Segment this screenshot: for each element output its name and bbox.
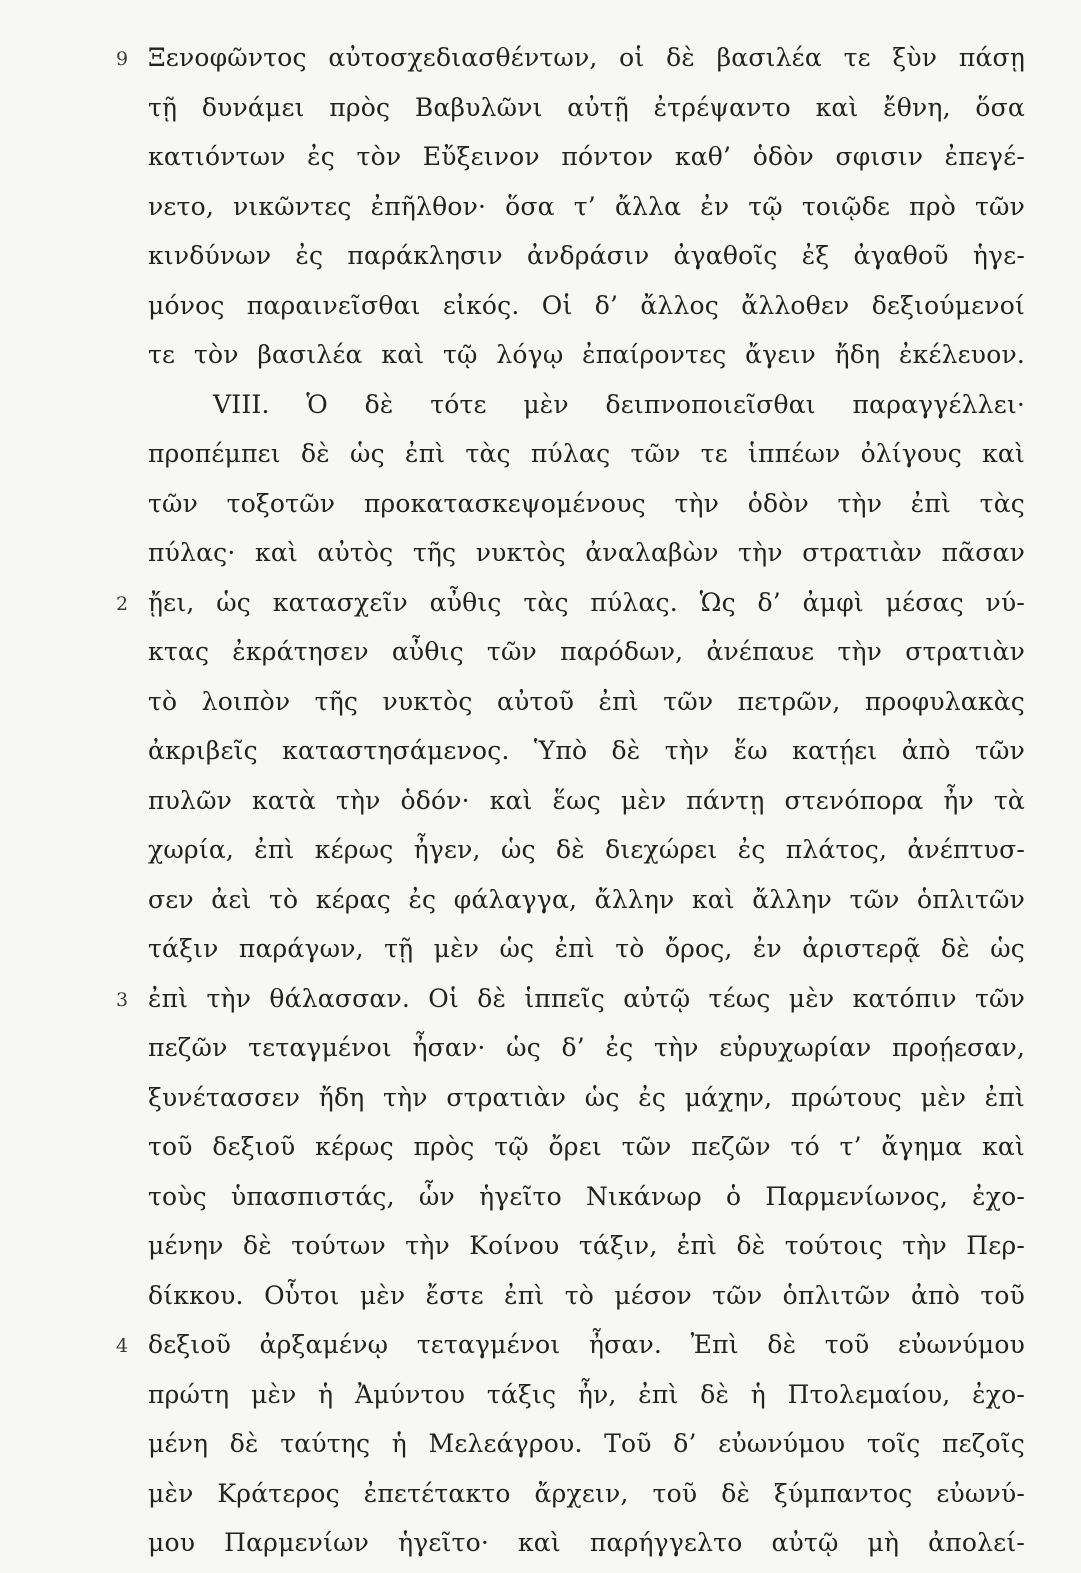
text-line — [0, 583, 1081, 633]
text-line — [0, 1177, 1081, 1227]
line-text: ξυνέτασσεν ἤδη τὴν στρατιὰν ὡς ἐς μάχην, πρώτους μὲν ἐπὶ — [148, 1082, 1025, 1112]
text-line — [0, 1424, 1081, 1474]
line-text: Ξενοφῶντος αὐτοσχεδιασθέντων, οἱ δὲ βασιλέα τε ξὺν πάσῃ — [148, 43, 1025, 72]
text-line — [0, 1226, 1081, 1276]
line-text: κατιόντων ἐς τὸν Εὔξεινον πόντον καθ’ ὁδὸν σφισιν ἐπεγέ- — [148, 142, 1025, 171]
text-line — [0, 1078, 1081, 1128]
line-text: χωρία, ἐπὶ κέρως ἦγεν, ὡς δὲ διεχώρει ἐς πλάτος, ἀνέπτυσ- — [148, 835, 1025, 864]
line-text: πρώτη μὲν ἡ Ἀμύντου τάξις ἦν, ἐπὶ δὲ ἡ Πτολεμαίου, ἐχο- — [148, 1379, 1025, 1409]
text-line — [0, 1325, 1081, 1375]
section-number: 9 — [116, 48, 129, 70]
text-line — [0, 1375, 1081, 1425]
text-line — [0, 1028, 1081, 1078]
text-line — [0, 1523, 1081, 1573]
line-text: τάξιν παράγων, τῇ μὲν ὡς ἐπὶ τὸ ὄρος, ἐν ἀριστερᾷ δὲ ὡς — [148, 934, 1025, 963]
line-text: μένη δὲ ταύτης ἡ Μελεάγρου. Τοῦ δ’ εὐωνύμου τοῖς πεζοῖς — [148, 1429, 1025, 1458]
line-text: τοὺς ὑπασπιστάς, ὧν ἡγεῖτο Νικάνωρ ὁ Παρμενίωνος, ἐχο- — [148, 1181, 1025, 1211]
text-line — [0, 434, 1081, 484]
line-text: ἐπὶ τὴν θάλασσαν. Οἱ δὲ ἱππεῖς αὐτῷ τέως μὲν κατόπιν τῶν — [148, 983, 1025, 1013]
line-text: νετο, νικῶντες ἐπῆλθον· ὅσα τ’ ἄλλα ἐν τῷ τοιῷδε πρὸ τῶν — [148, 191, 1025, 221]
greek-text-body — [0, 38, 1081, 1573]
line-text: ἀκριβεῖς καταστησάμενος. Ὑπὸ δὲ τὴν ἕω κατῄει ἀπὸ τῶν — [148, 736, 1025, 765]
text-line — [0, 187, 1081, 237]
text-line — [0, 533, 1081, 583]
text-line — [0, 880, 1081, 930]
line-text: VIII. Ὁ δὲ τότε μὲν δειπνοποιεῖσθαι παραγγέλλει· — [213, 389, 1025, 419]
line-text: κινδύνων ἐς παράκλησιν ἀνδράσιν ἀγαθοῖς ἐξ ἀγαθοῦ ἡγε- — [148, 241, 1025, 270]
section-number: 4 — [116, 1335, 129, 1357]
line-text: μόνος παραινεῖσθαι εἰκός. Οἱ δ’ ἄλλος ἄλλοθεν δεξιούμενοί — [148, 290, 1025, 320]
line-text: τὸ λοιπὸν τῆς νυκτὸς αὐτοῦ ἐπὶ τῶν πετρῶν, προφυλακὰς — [148, 686, 1025, 716]
text-line — [0, 830, 1081, 880]
line-text: τοῦ δεξιοῦ κέρως πρὸς τῷ ὄρει τῶν πεζῶν τό τ’ ἄγημα καὶ — [148, 1132, 1025, 1161]
line-text: μένην δὲ τούτων τὴν Κοίνου τάξιν, ἐπὶ δὲ τούτοις τὴν Περ- — [148, 1231, 1025, 1260]
text-line — [0, 335, 1081, 385]
text-line — [0, 781, 1081, 831]
chapter-heading-line — [0, 385, 1081, 435]
text-line — [0, 682, 1081, 732]
text-line — [0, 38, 1081, 88]
line-text: πυλῶν κατὰ τὴν ὁδόν· καὶ ἕως μὲν πάντῃ στενόπορα ἦν τὰ — [148, 785, 1025, 815]
line-text: σεν ἀεὶ τὸ κέρας ἐς φάλαγγα, ἄλλην καὶ ἄλλην τῶν ὁπλιτῶν — [148, 884, 1025, 914]
text-line — [0, 88, 1081, 138]
text-line — [0, 484, 1081, 534]
line-text: πύλας· καὶ αὐτὸς τῆς νυκτὸς ἀναλαβὼν τὴν στρατιὰν πᾶσαν — [148, 538, 1025, 567]
line-text: προπέμπει δὲ ὡς ἐπὶ τὰς πύλας τῶν τε ἱππέων ὀλίγους καὶ — [148, 439, 1025, 468]
text-line — [0, 1474, 1081, 1524]
line-text: δεξιοῦ ἀρξαμένῳ τεταγμένοι ἦσαν. Ἐπὶ δὲ τοῦ εὐωνύμου — [148, 1330, 1025, 1359]
text-line — [0, 236, 1081, 286]
text-line — [0, 1276, 1081, 1326]
line-text: ᾔει, ὡς κατασχεῖν αὖθις τὰς πύλας. Ὡς δ’ ἀμφὶ μέσας νύ- — [148, 587, 1025, 617]
text-line — [0, 731, 1081, 781]
line-text: τῇ δυνάμει πρὸς Βαβυλῶνι αὐτῇ ἐτρέψαντο καὶ ἔθνη, ὅσα — [148, 92, 1025, 122]
line-text: κτας ἐκράτησεν αὖθις τῶν παρόδων, ἀνέπαυε τὴν στρατιὰν — [148, 637, 1025, 666]
section-number: 3 — [116, 988, 129, 1011]
text-line — [0, 286, 1081, 336]
line-text: μου Παρμενίων ἡγεῖτο· καὶ παρήγγελτο αὐτῷ μὴ ἀπολεί- — [148, 1528, 1025, 1557]
line-text: τε τὸν βασιλέα καὶ τῷ λόγῳ ἐπαίροντες ἄγειν ἤδη ἐκέλευον. — [148, 340, 1025, 369]
text-line — [0, 632, 1081, 682]
text-line — [0, 1127, 1081, 1177]
line-text: πεζῶν τεταγμένοι ἦσαν· ὡς δ’ ἐς τὴν εὐρυχωρίαν προῄεσαν, — [148, 1033, 1025, 1062]
line-text: δίκκου. Οὗτοι μὲν ἔστε ἐπὶ τὸ μέσον τῶν ὁπλιτῶν ἀπὸ τοῦ — [148, 1280, 1025, 1310]
text-line — [0, 979, 1081, 1029]
text-line — [0, 929, 1081, 979]
line-text: τῶν τοξοτῶν προκατασκεψομένους τὴν ὁδὸν τὴν ἐπὶ τὰς — [148, 488, 1025, 518]
line-text: μὲν Κράτερος ἐπετέτακτο ἄρχειν, τοῦ δὲ ξύμπαντος εὐωνύ- — [148, 1478, 1025, 1508]
text-line — [0, 137, 1081, 187]
section-number: 2 — [116, 592, 129, 615]
